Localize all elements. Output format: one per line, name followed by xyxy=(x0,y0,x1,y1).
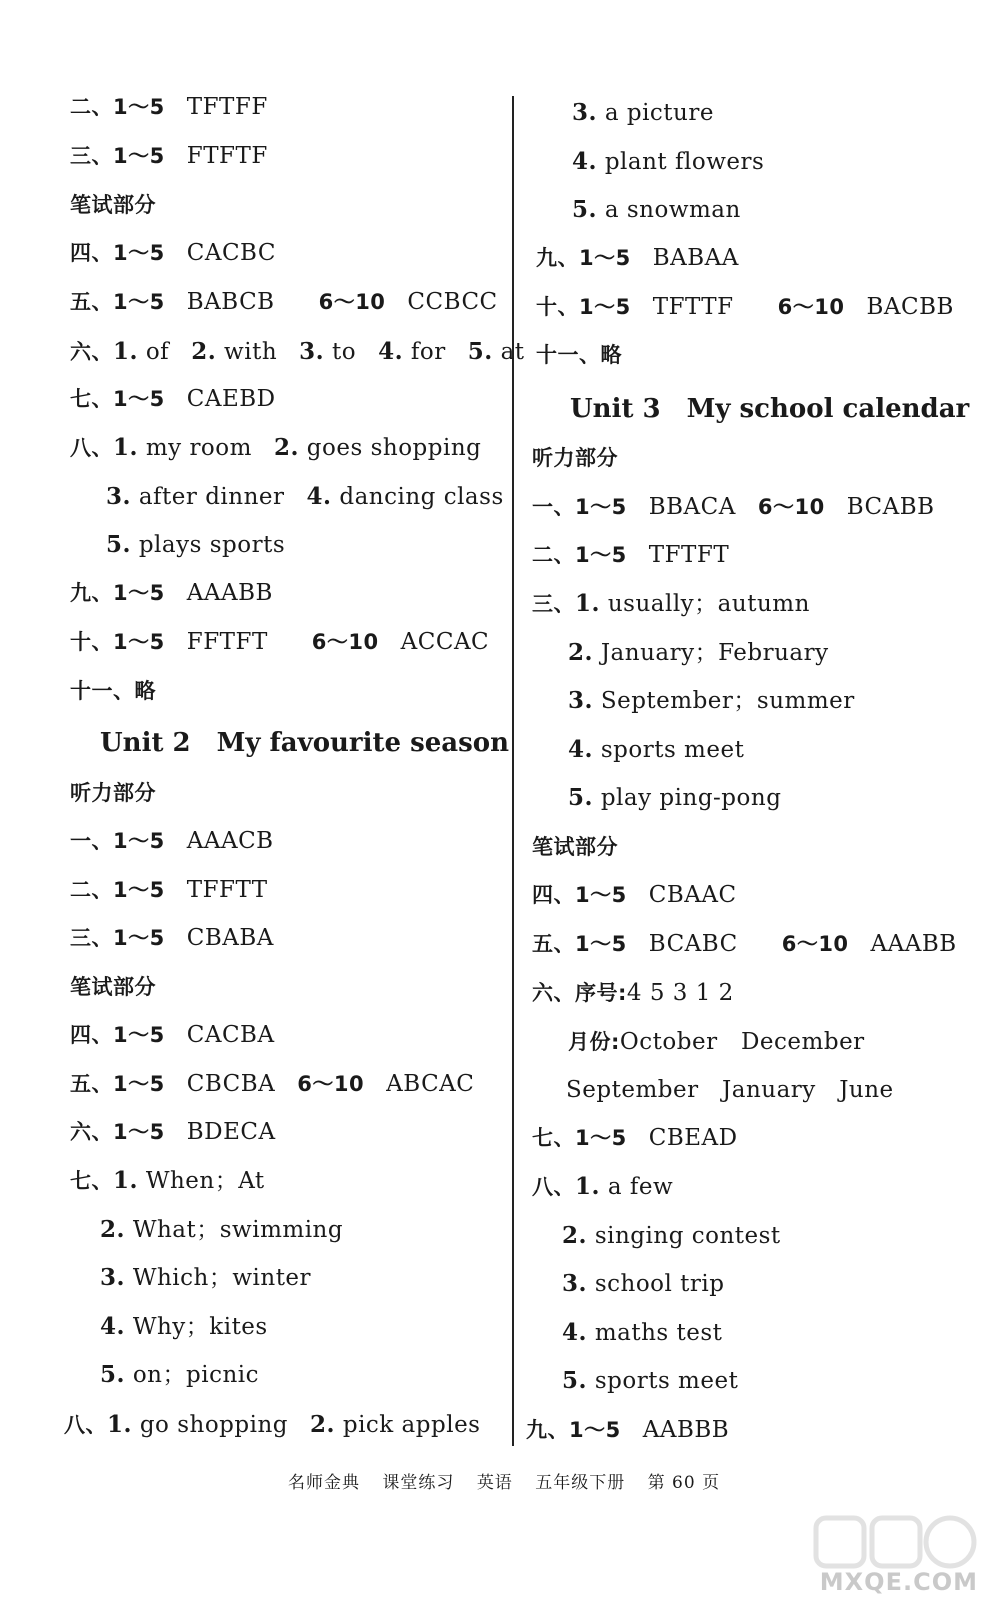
section-heading: 听力部分 xyxy=(70,781,156,805)
answer-line: 5. sports meet xyxy=(562,1367,739,1394)
answer-line: 六、序号:4 5 3 1 2 xyxy=(532,980,734,1006)
answer-line: 八、1. go shopping 2. pick apples xyxy=(64,1411,481,1438)
unit-title: Unit 2 My favourite season xyxy=(100,728,510,758)
answer-line: 八、1. a few xyxy=(532,1173,674,1200)
answer-line: 二、1～5 TFFTT xyxy=(70,877,268,903)
answer-line: 月份:October December xyxy=(568,1029,865,1055)
answer-line: 3. Which；winter xyxy=(100,1264,312,1291)
answer-line: 5. on；picnic xyxy=(100,1361,259,1388)
watermark-text: MXQE.COM xyxy=(819,1568,978,1596)
answer-line: 4. sports meet xyxy=(568,736,745,763)
answer-line: 五、1～5 BABCB 6～10 CCBCC xyxy=(70,289,498,315)
answer-line: 3. September；summer xyxy=(568,687,855,714)
answer-line: 2. What；swimming xyxy=(100,1216,344,1243)
answer-line: 九、1～5 AAABB xyxy=(70,580,273,606)
answer-line: 二、1～5 TFTFF xyxy=(70,94,268,120)
answer-line: 十、1～5 FFTFT 6～10 ACCAC xyxy=(70,629,490,655)
answer-line: 六、1～5 BDECA xyxy=(70,1119,276,1145)
answer-line: 七、1～5 CBEAD xyxy=(532,1125,738,1151)
answer-line: September January June xyxy=(566,1077,894,1103)
answer-line: 六、1. of 2. with 3. to 4. for 5. at xyxy=(70,338,525,365)
footer-series: 课堂练习 xyxy=(382,1473,455,1493)
answer-line: 3. a picture xyxy=(572,99,714,126)
section-heading: 笔试部分 xyxy=(532,835,618,859)
answer-line: 三、1. usually；autumn xyxy=(532,590,810,617)
answer-line: 四、1～5 CBAAC xyxy=(532,882,737,908)
answer-line: 4. Why；kites xyxy=(100,1313,268,1340)
column-divider xyxy=(512,96,514,1446)
answer-line: 4. plant flowers xyxy=(572,148,765,175)
answer-line: 二、1～5 TFTFT xyxy=(532,542,730,568)
footer-subject: 英语 xyxy=(476,1473,513,1493)
answer-line: 七、1～5 CAEBD xyxy=(70,386,276,412)
answer-line: 5. plays sports xyxy=(106,531,286,558)
section-heading: 笔试部分 xyxy=(70,193,156,217)
answer-line: 5. a snowman xyxy=(572,196,741,223)
answer-line: 五、1～5 BCABC 6～10 AAABB xyxy=(532,931,957,957)
answer-line: 八、1. my room 2. goes shopping xyxy=(70,434,482,461)
answer-line: 三、1～5 FTFTF xyxy=(70,143,268,169)
answer-line: 四、1～5 CACBC xyxy=(70,240,276,266)
answer-line: 四、1～5 CACBA xyxy=(70,1022,275,1048)
answer-line: 七、1. When；At xyxy=(70,1167,265,1194)
section-heading: 听力部分 xyxy=(532,446,618,470)
answer-line: 2. singing contest xyxy=(562,1222,781,1249)
page-footer xyxy=(288,1468,736,1493)
answer-line: 4. maths test xyxy=(562,1319,723,1346)
answer-line: 十、1～5 TFTTF 6～10 BACBB xyxy=(536,294,954,320)
unit-title: Unit 3 My school calendar xyxy=(570,394,970,424)
section-heading: 笔试部分 xyxy=(70,975,156,999)
answer-line: 十一、略 xyxy=(536,343,622,367)
answer-line: 九、1～5 AABBB xyxy=(526,1417,730,1443)
footer-grade: 五年级下册 xyxy=(535,1473,626,1493)
answer-line: 十一、略 xyxy=(70,679,156,703)
answer-line: 五、1～5 CBCBA 6～10 ABCAC xyxy=(70,1071,475,1097)
answer-line: 一、1～5 AAACB xyxy=(70,828,274,854)
answer-line: 3. after dinner 4. dancing class xyxy=(106,483,504,510)
answer-line: 九、1～5 BABAA xyxy=(536,245,739,271)
answer-line: 一、1～5 BBACA 6～10 BCABB xyxy=(532,494,935,520)
answer-line: 2. January；February xyxy=(568,639,829,666)
answer-line: 3. school trip xyxy=(562,1270,725,1297)
footer-brand: 名师金典 xyxy=(288,1473,360,1493)
footer-page-number: 第 60 页 xyxy=(647,1473,721,1493)
answer-line: 三、1～5 CBABA xyxy=(70,925,274,951)
answer-line: 5. play ping-pong xyxy=(568,784,782,811)
